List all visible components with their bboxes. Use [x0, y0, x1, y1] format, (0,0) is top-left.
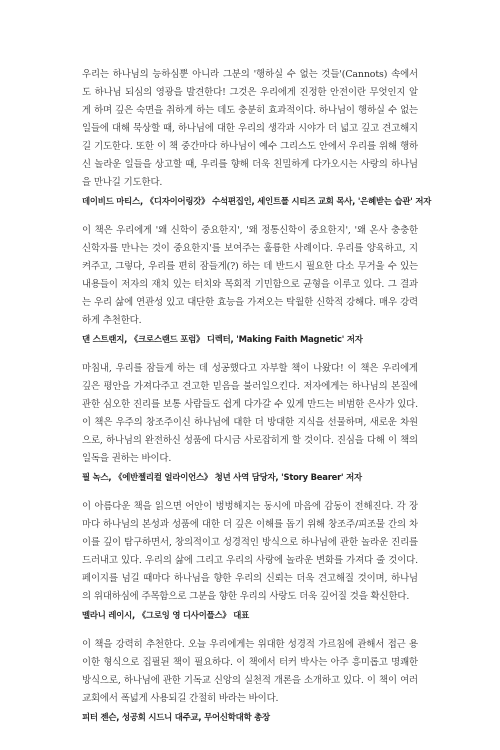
endorsement-1 — [82, 66, 432, 208]
endorsement-attribution: 데이비드 마티스, 《디자이어링갓》 수석편집인, 세인트폴 시티즈 교회 목사, '은혜받는 습관' 저자 — [82, 196, 432, 206]
endorsement-attribution: 필 녹스, 《에반젤리컬 얼라이언스》 청년 사역 담당자, 'Story Bearer' 저자 — [82, 472, 362, 482]
endorsement-attribution: 멜라니 레이시, 《그로잉 영 디사이플스》 대표 — [82, 610, 250, 620]
endorsement-5 — [82, 636, 418, 724]
endorsement-3 — [82, 360, 418, 484]
endorsement-text: 이 아름다운 책을 읽으면 어안이 벙벙해지는 동시에 마음에 감동이 전해진다. 각 장마다 하나님의 본성과 성품에 대한 더 깊은 이해를 돕기 위해 창조주/피조물 간의 차이를 깊이 탐구하면서, 창의적이고 성경적인 방식으로 하나님에 관한 놀라운 진리를 드러내고 있다. 우리의 삶에 그리고 우리의 사랑에 놀라운 변화를 가져다 줄 것이다. 페이지를 넘길 때마다 하나님을 향한 우리의 신뢰는 더욱 견고해질 것이며, 하나님의 위대하심에 주목함으로 그분을 향한 우리의 사랑도 더욱 깊어질 것을 확신한다. — [82, 501, 418, 602]
endorsement-text: 우리는 하나님의 능하심뿐 아니라 그분의 '행하실 수 없는 것들'(Cannots) 속에서도 하나님 되심의 영광을 발견한다! 그것은 우리에게 진정한 안전이란 무엇인지 알게 하며 깊은 숙면을 취하게 하는 데도 충분히 효과적이다. 하나님이 행하실 수 없는 일들에 대해 묵상할 때, 하나님에 대한 우리의 생각과 시야가 더 넓고 깊고 견고해지길 기도한다. 또한 이 책 중간마다 하나님이 예수 그리스도 안에서 우리를 위해 행하신 놀라운 일들을 상고할 때, 우리를 향해 더욱 친밀하게 다가오시는 사랑의 하나님을 만나길 기도한다. — [82, 69, 418, 188]
endorsement-2 — [82, 222, 418, 346]
endorsement-text: 이 책은 우리에게 '왜 신학이 중요한지', '왜 정통신학이 중요한지', '왜 온사 충충한 신학자를 만나는 것이 중요한지'를 보여주는 훌륭한 사례이다. 우리를 양육하고, 지켜주고, 그렇다, 우리를 편히 잠들게(?) 하는 데 반드시 필요한 다소 무거울 수 있는 내용들이 저자의 재치 있는 터치와 목회적 기민함으로 균형을 이루고 있다. 그 결과는 우리 삶에 연관성 있고 대단한 효능을 가져오는 탁월한 신학적 강해다. 매우 강력하게 추천한다. — [82, 225, 418, 326]
endorsement-text: 이 책을 강력히 추천한다. 오늘 우리에게는 위대한 성경적 가르침에 관해서 접근 용이한 형식으로 집필된 책이 필요하다. 이 책에서 터커 박사는 아주 흥미롭고 명쾌한 방식으로, 하나님에 관한 기독교 신앙의 실천적 개론을 소개하고 있다. 이 책이 여러 교회에서 폭넓게 사용되길 간절히 바라는 바이다. — [82, 639, 418, 704]
endorsement-attribution: 피터 젠슨, 성공회 시드니 대주교, 무어신학대학 총장 — [82, 712, 270, 722]
endorsements-page — [82, 66, 432, 724]
endorsement-text: 마침내, 우리를 잠들게 하는 데 성공했다고 자부할 책이 나왔다! 이 책은 우리에게 깊은 평안을 가져다주고 견고한 믿음을 불러일으킨다. 저자에게는 하나님의 본질에 관한 심오한 진리를 보통 사람들도 쉽게 다가갈 수 있게 만드는 비범한 은사가 있다. 이 책은 우주의 창조주이신 하나님에 대한 더 방대한 지식을 선물하며, 새로운 차원으로, 하나님의 완전하신 성품에 다시금 사로잡히게 할 것이다. 진심을 다해 이 책의 일독을 권하는 바이다. — [82, 363, 418, 464]
endorsement-4 — [82, 498, 418, 622]
endorsement-attribution: 댄 스트랜지, 《크로스랜드 포럼》 디렉터, 'Making Faith Magnetic' 저자 — [82, 334, 363, 344]
